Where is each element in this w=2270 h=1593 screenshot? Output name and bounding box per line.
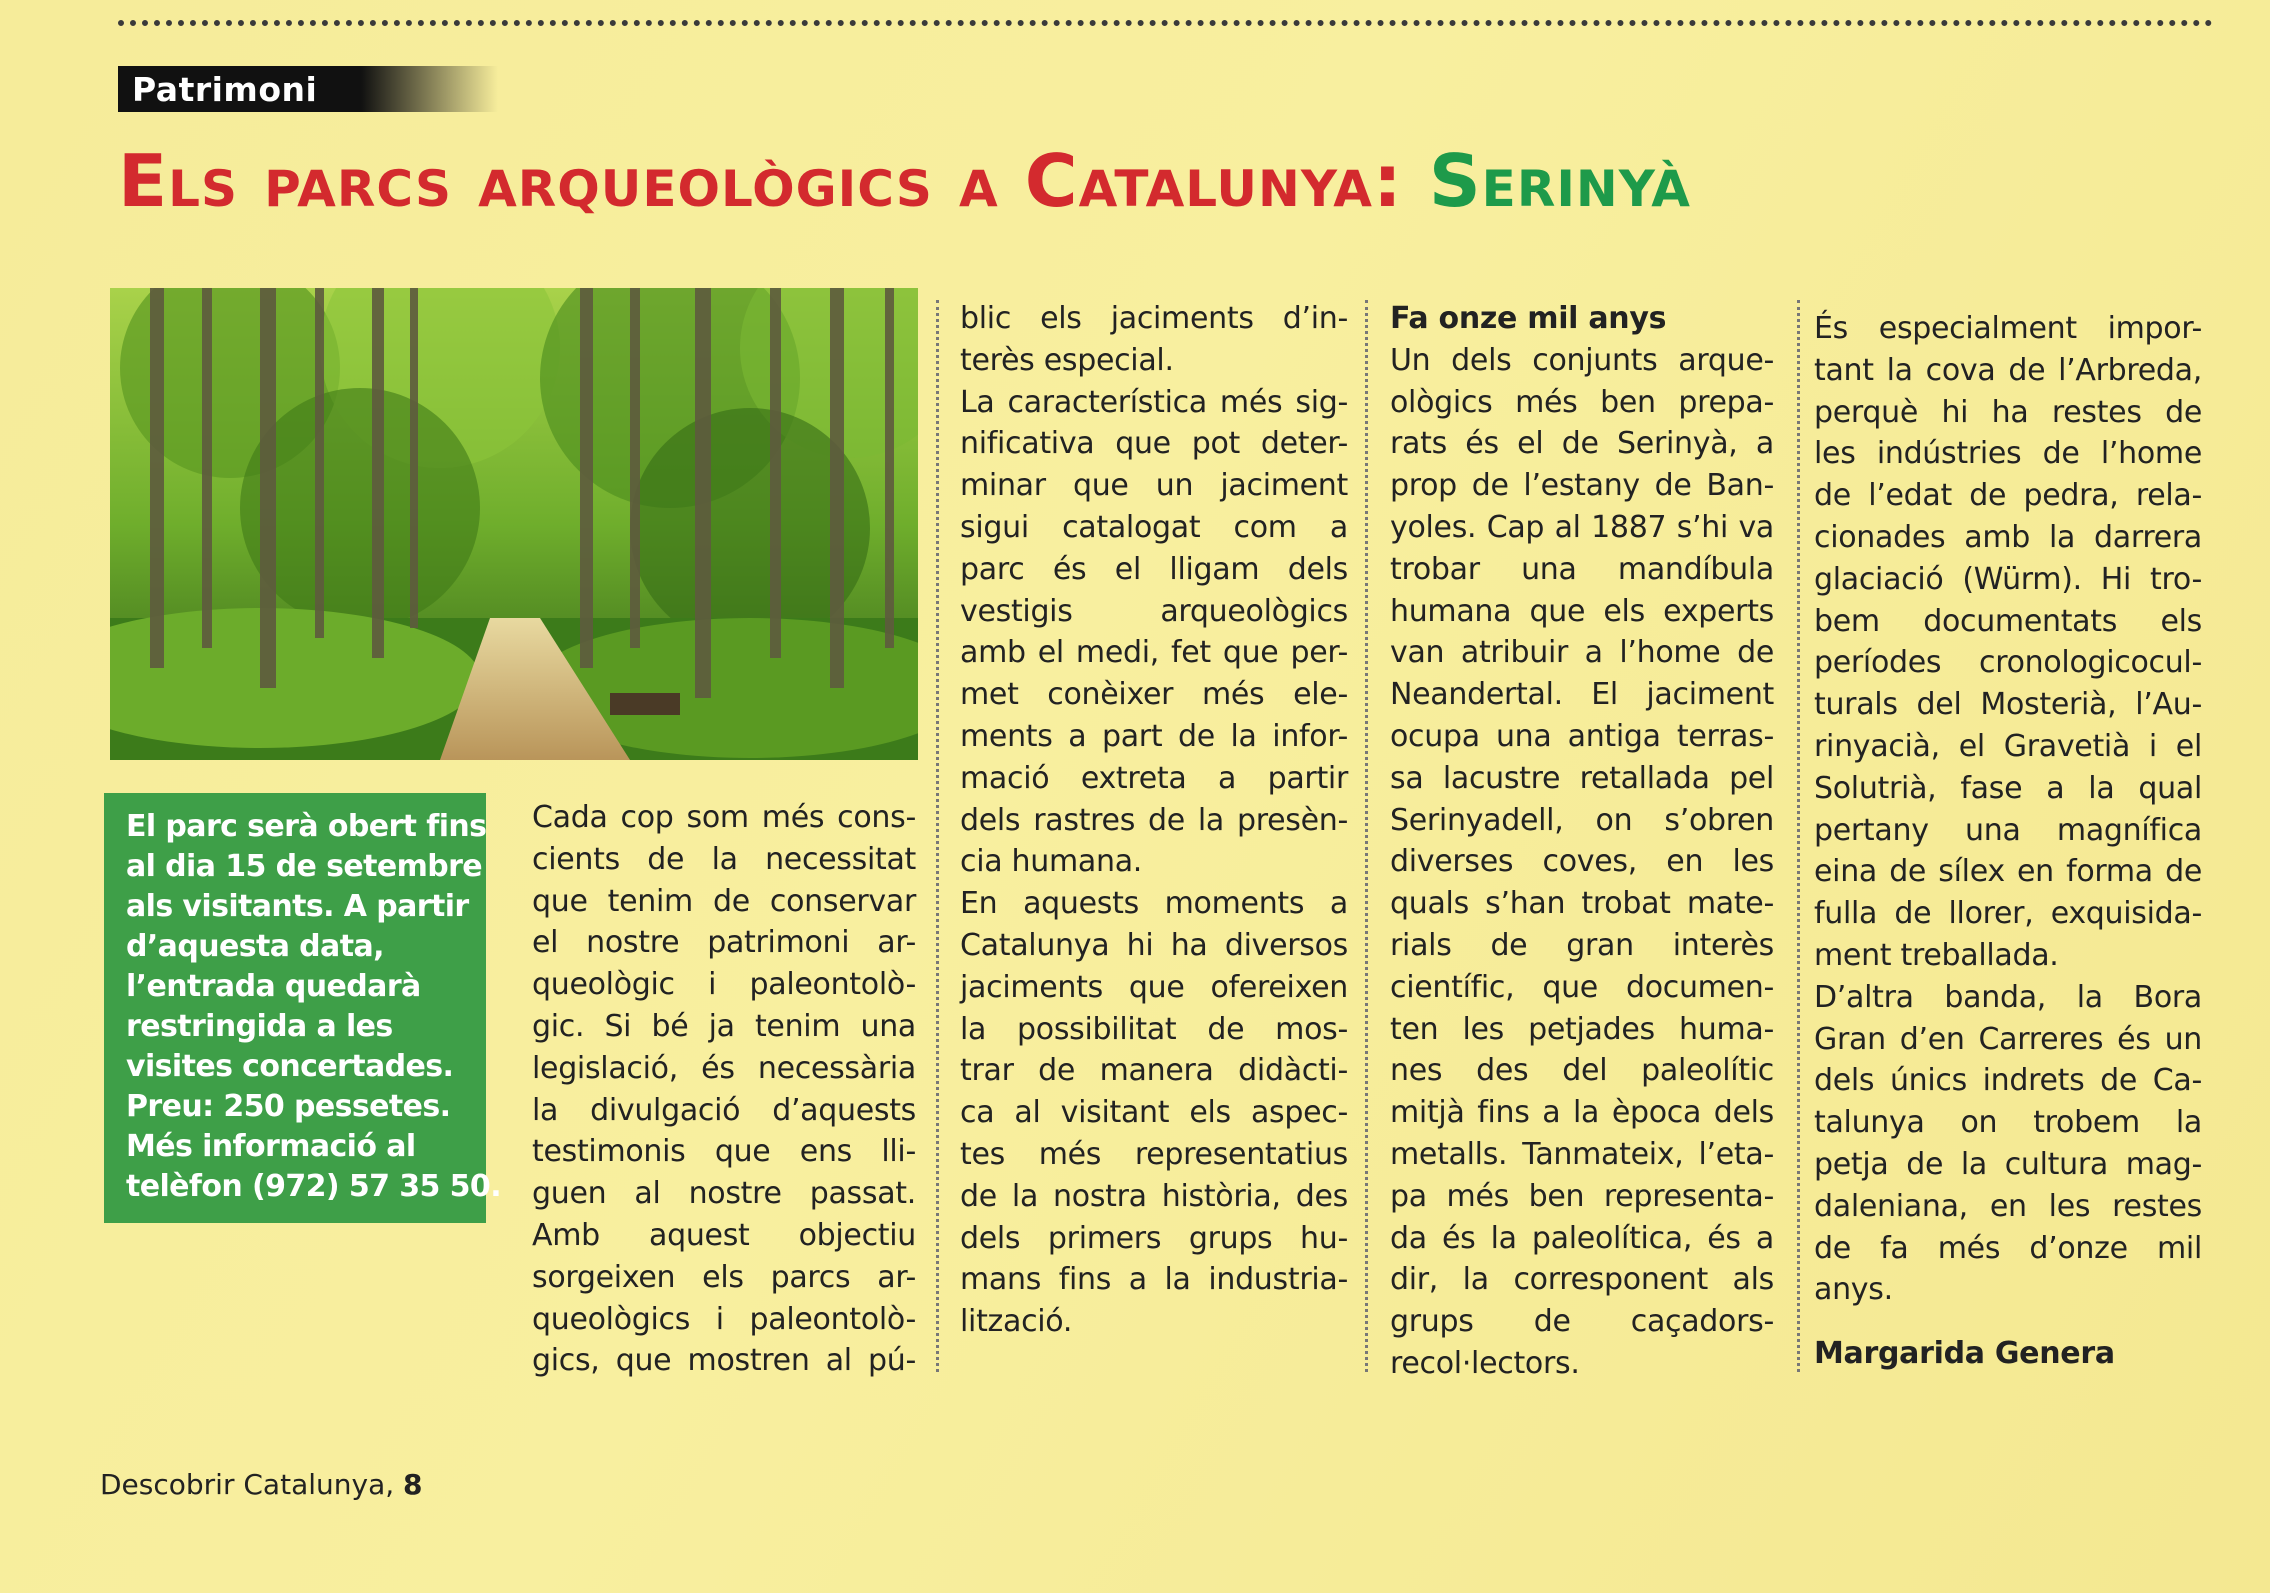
text-line: sigui catalogat com a <box>960 509 1348 545</box>
text-line: prop de l’estany de Ban- <box>1390 468 1774 504</box>
article-column-1 <box>532 797 916 1382</box>
text-line: queològics i paleontolò- <box>532 1301 916 1337</box>
text-line: yoles. Cap al 1887 s’hi va <box>1390 509 1774 545</box>
info-line: al dia 15 de setembre <box>126 849 483 884</box>
text-line: eina de sílex en forma de <box>1814 854 2202 890</box>
visitor-info-box <box>104 793 501 1223</box>
text-line: de la nostra història, des <box>960 1178 1348 1214</box>
text-line: ten les petjades huma- <box>1390 1011 1774 1047</box>
text-line: anys. <box>1814 1272 1893 1308</box>
text-line: dir, la corresponent als <box>1390 1262 1774 1298</box>
text-line: glaciació (Würm). Hi tro- <box>1814 561 2202 597</box>
headline-main: Els parcs arqueològics a Catalunya: <box>118 139 1429 223</box>
text-line: blic els jaciments d’in- <box>960 301 1348 336</box>
text-line: van atribuir a l’home de <box>1390 635 1774 671</box>
column-divider <box>1797 300 1800 1372</box>
text-line: cionades amb la darrera <box>1814 519 2202 555</box>
subheading: Fa onze mil anys <box>1390 301 1667 336</box>
info-line: Més informació al <box>126 1129 416 1164</box>
text-line: Cada cop som més cons- <box>532 800 916 835</box>
text-line: el nostre patrimoni ar- <box>532 925 916 961</box>
text-line: És especialment impor- <box>1814 311 2202 346</box>
text-line: La característica més sig- <box>960 384 1348 420</box>
text-line: períodes cronologicocul- <box>1814 645 2202 681</box>
text-line: Serinyadell, on s’obren <box>1390 802 1774 838</box>
text-line: ment treballada. <box>1814 937 2059 973</box>
text-line: trar de manera didàcti- <box>960 1053 1348 1089</box>
text-line: turals del Mosterià, l’Au- <box>1814 687 2202 723</box>
text-line: daleniana, en les restes <box>1814 1188 2202 1224</box>
text-line: terès especial. <box>960 342 1174 378</box>
text-line: les indústries de l’home <box>1814 436 2202 472</box>
text-line: parc és el lligam dels <box>960 551 1348 587</box>
text-line: gics, que mostren al pú- <box>532 1343 916 1379</box>
text-line: grups de caçadors- <box>1390 1304 1774 1340</box>
text-line: sa lacustre retallada pel <box>1390 760 1774 796</box>
info-line: El parc serà obert fins <box>126 809 487 844</box>
text-line: petja de la cultura mag- <box>1814 1146 2202 1182</box>
text-line: humana que els experts <box>1390 593 1774 629</box>
text-line: bem documentats els <box>1814 603 2202 639</box>
text-line: mació extreta a partir <box>960 760 1348 796</box>
forest-path-photo <box>110 288 918 760</box>
article-headline <box>118 139 2238 223</box>
text-line: la divulgació d’aquests <box>532 1092 916 1128</box>
text-line: Solutrià, fase a la qual <box>1814 770 2202 806</box>
text-line: cients de la necessitat <box>532 841 916 877</box>
text-line: rinyacià, el Gravetià i el <box>1814 728 2202 764</box>
text-line: de l’edat de pedra, rela- <box>1814 478 2202 514</box>
text-line: En aquests moments a <box>960 886 1348 922</box>
info-line: Preu: 250 pessetes. <box>126 1089 451 1124</box>
text-line: perquè hi ha restes de <box>1814 394 2202 430</box>
column-divider <box>1365 300 1368 1372</box>
text-line: met conèixer més ele- <box>960 677 1348 713</box>
text-line: guen al nostre passat. <box>532 1176 916 1212</box>
text-line: nes des del paleolític <box>1390 1053 1774 1089</box>
text-line: Catalunya hi ha diversos <box>960 927 1348 963</box>
text-line: científic, que documen- <box>1390 969 1774 1005</box>
text-line: tant la cova de l’Arbreda, <box>1814 352 2202 388</box>
text-line: mitjà fins a la època dels <box>1390 1095 1774 1131</box>
section-tag-label: Patrimoni <box>132 69 318 109</box>
text-line: mans fins a la industria- <box>960 1262 1348 1298</box>
text-line: pa més ben representa- <box>1390 1178 1774 1214</box>
text-line: quals s’han trobat mate- <box>1390 886 1774 922</box>
text-line: cia humana. <box>960 844 1143 880</box>
text-line: ocupa una antiga terras- <box>1390 718 1774 754</box>
column-divider <box>936 300 939 1372</box>
info-line: l’entrada quedarà <box>126 969 421 1004</box>
text-line: talunya on trobem la <box>1814 1105 2202 1141</box>
text-line: diverses coves, en les <box>1390 844 1774 880</box>
info-line: d’aquesta data, <box>126 929 384 964</box>
article-column-3 <box>1390 298 1774 1385</box>
article-author: Margarida Genera <box>1814 1336 2115 1372</box>
page-footer <box>100 1468 423 1501</box>
headline-place: Serinyà <box>1428 139 1691 223</box>
info-line: visites concertades. <box>126 1049 454 1084</box>
text-line: dels rastres de la presèn- <box>960 802 1348 838</box>
text-line: metalls. Tanmateix, l’eta- <box>1390 1136 1774 1172</box>
article-column-4 <box>1814 308 2202 1375</box>
top-dotted-rule <box>118 20 2213 26</box>
info-line: restringida a les <box>126 1009 393 1044</box>
text-line: Neandertal. El jaciment <box>1390 677 1774 713</box>
text-line: dels primers grups hu- <box>960 1220 1348 1256</box>
text-line: tes més representatius <box>960 1136 1348 1172</box>
info-line: als visitants. A partir <box>126 889 469 924</box>
text-line: Un dels conjunts arque- <box>1390 342 1774 378</box>
text-line: nificativa que pot deter- <box>960 426 1348 462</box>
text-line: fulla de llorer, exquisida- <box>1814 896 2202 932</box>
text-line: Gran d’en Carreres és un <box>1814 1021 2202 1057</box>
article-column-2 <box>960 298 1348 1343</box>
text-line: minar que un jaciment <box>960 468 1348 504</box>
text-line: ca al visitant els aspec- <box>960 1095 1348 1131</box>
text-line: pertany una magnífica <box>1814 812 2202 848</box>
text-line: rats és el de Serinyà, a <box>1390 426 1774 462</box>
page-number: 8 <box>403 1468 423 1501</box>
text-line: testimonis que ens lli- <box>532 1134 916 1170</box>
text-line: lització. <box>960 1304 1073 1340</box>
publication-name: Descobrir Catalunya, <box>100 1468 404 1501</box>
text-line: dels únics indrets de Ca- <box>1814 1063 2202 1099</box>
text-line: sorgeixen els parcs ar- <box>532 1259 916 1295</box>
info-line: telèfon (972) 57 35 50. <box>126 1169 501 1204</box>
text-line: legislació, és necessària <box>532 1050 916 1086</box>
text-line: rials de gran interès <box>1390 927 1774 963</box>
text-line: que tenim de conservar <box>532 883 916 919</box>
text-line: ments a part de la infor- <box>960 718 1348 754</box>
text-line: da és la paleolítica, és a <box>1390 1220 1774 1256</box>
section-tag <box>118 66 498 112</box>
text-line: jaciments que ofereixen <box>960 969 1348 1005</box>
text-line: recol·lectors. <box>1390 1345 1580 1381</box>
text-line: de fa més d’onze mil <box>1814 1230 2202 1266</box>
text-line: la possibilitat de mos- <box>960 1011 1348 1047</box>
text-line: Amb aquest objectiu <box>532 1217 916 1253</box>
text-line: trobar una mandíbula <box>1390 551 1774 587</box>
text-line: ològics més ben prepa- <box>1390 384 1774 420</box>
text-line: amb el medi, fet que per- <box>960 635 1348 671</box>
text-line: D’altra banda, la Bora <box>1814 979 2202 1015</box>
text-line: gic. Si bé ja tenim una <box>532 1008 916 1044</box>
text-line: queològic i paleontolò- <box>532 967 916 1003</box>
text-line: vestigis arqueològics <box>960 593 1348 629</box>
